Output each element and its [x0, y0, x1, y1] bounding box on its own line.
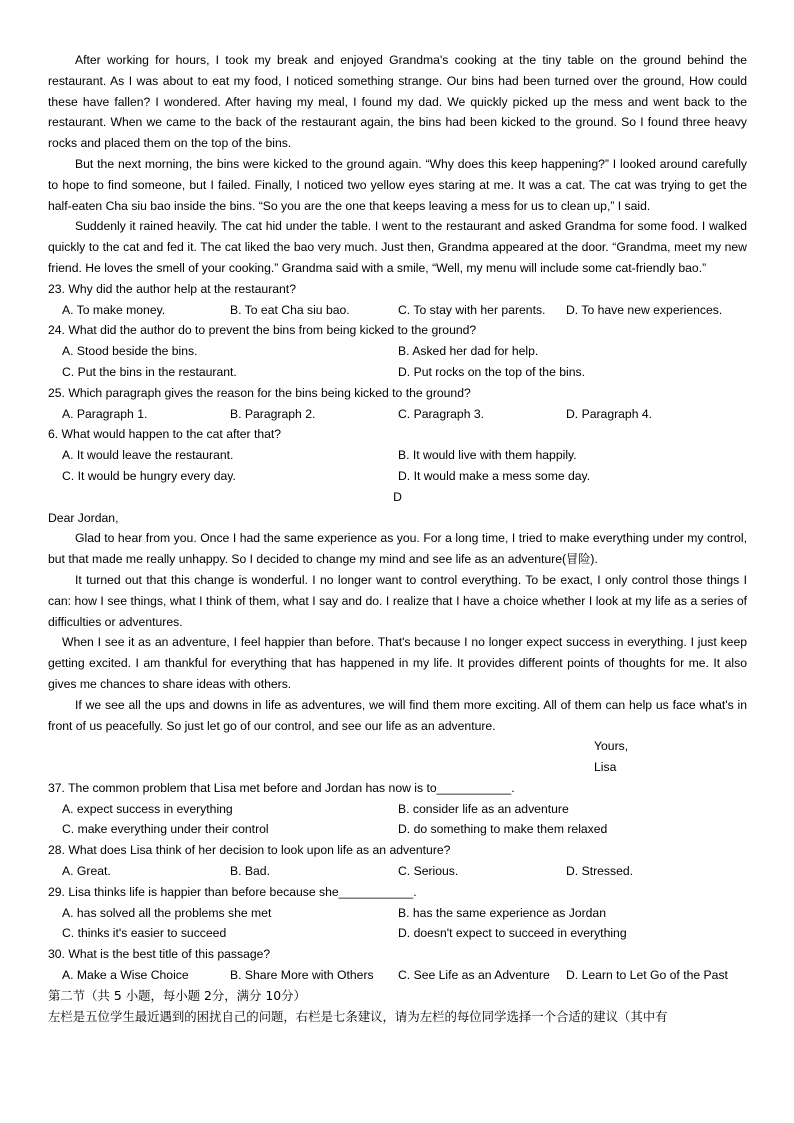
- question-26-option-a: A. It would leave the restaurant.: [62, 448, 234, 463]
- section-2-instruction: 左栏是五位学生最近遇到的困扰自己的问题，右栏是七条建议，请为左栏的每位同学选择一个合适的建议（其中有: [48, 1008, 668, 1024]
- question-26-option-d: D. It would make a mess some day.: [398, 468, 591, 483]
- question-28-option-d: D. Stressed.: [566, 864, 634, 879]
- question-37-option-a: A. expect success in everything: [62, 801, 233, 816]
- question-28-options: [48, 861, 747, 882]
- passage-c-paragraph-1: After working for hours, I took my break and enjoyed Grandma's cooking at the tiny table on the ground behind the restaurant. As I was about to eat my food, I noticed something strange. Our bins had been turned over the ground, How could these have fallen? I wondered. After having my meal, I found my dad. We quickly picked up the mess and went back to the restaurant. When we came to the back of the restaurant again, the bins had been kicked to the ground. So I found three heavy rocks and placed them on the top of the bins.: [48, 53, 747, 151]
- question-29-option-a: A. has solved all the problems she met: [62, 905, 272, 920]
- letter-signature: Lisa: [594, 760, 617, 775]
- passage-c-paragraph-3: Suddenly it rained heavily. The cat hid under the table. I went to the restaurant and asked Grandma for some food. I walked quickly to the cat and fed it. The cat liked the bao very much. Just then, Grandma appeared at the door. “Grandma, meet my new friend. He loves the smell of your cooking.” Grandma said with a smile, “Well, my menu will include some cat-friendly bao.”: [48, 219, 747, 275]
- question-37-options-row-2: [48, 819, 747, 840]
- question-25-option-c: C. Paragraph 3.: [398, 406, 485, 421]
- question-25-option-b: B. Paragraph 2.: [230, 406, 316, 421]
- question-29-option-c: C. thinks it's easier to succeed: [62, 926, 227, 941]
- question-28-option-c: C. Serious.: [398, 864, 459, 879]
- passage-c-paragraph-2: But the next morning, the bins were kicked to the ground again. “Why does this keep happening?” I looked around carefully to hope to find someone, but I failed. Finally, I noticed two yellow eyes staring at me. It was a cat. The cat was trying to get the half-eaten Cha siu bao inside the bins. “So you are the one that keeps leaving a mess for us to clean up,” I said.: [48, 156, 747, 213]
- passage-d-heading: D: [393, 489, 402, 504]
- question-24-option-a: A. Stood beside the bins.: [62, 344, 198, 359]
- passage-d-paragraph-3: When I see it as an adventure, I feel happier than before. That's because I no longer expect success in everything. I just keep getting excited. I am thankful for everything that has happened in my life. It provides different points of thoughts for me. It also gives me chances to share ideas with others.: [48, 635, 747, 691]
- question-26-options-row-2: [48, 466, 747, 487]
- section-2-title: 第二节（共 5 小题，每小题 2分，满分 10分）: [48, 987, 306, 1003]
- question-23-option-d: D. To have new experiences.: [566, 302, 723, 317]
- question-24-option-c: C. Put the bins in the restaurant.: [62, 364, 237, 379]
- question-25-stem: 25. Which paragraph gives the reason for the bins being kicked to the ground?: [48, 385, 471, 400]
- question-28-option-b: B. Bad.: [230, 864, 270, 879]
- question-37-stem: 37. The common problem that Lisa met before and Jordan has now is to___________.: [48, 780, 515, 795]
- question-24-option-b: B. Asked her dad for help.: [398, 344, 539, 359]
- question-30-option-a: A. Make a Wise Choice: [62, 968, 189, 983]
- question-29-option-d: D. doesn't expect to succeed in everything: [398, 926, 627, 941]
- question-26-option-c: C. It would be hungry every day.: [62, 468, 236, 483]
- question-25-options: [48, 404, 747, 425]
- question-29-options-row-2: [48, 923, 747, 944]
- passage-d-paragraph-1: Glad to hear from you. Once I had the same experience as you. For a long time, I tried to make everything under my control, but that made me really unhappy. So I decided to change my mind and see life as an adventure(冒险).: [48, 531, 747, 567]
- question-23-stem: 23. Why did the author help at the restaurant?: [48, 281, 296, 296]
- question-25-option-a: A. Paragraph 1.: [62, 406, 148, 421]
- question-24-stem: 24. What did the author do to prevent the bins from being kicked to the ground?: [48, 323, 477, 338]
- letter-closing: Yours,: [594, 739, 629, 754]
- question-26-stem: 6. What would happen to the cat after that?: [48, 427, 282, 442]
- question-24-options-row-1: [48, 341, 747, 362]
- passage-d-paragraph-4: If we see all the ups and downs in life as adventures, we will find them more exciting. All of them can help us face what's in front of us peacefully. So just let go of our control, and see our life as an adventure.: [48, 697, 747, 733]
- question-30-option-c: C. See Life as an Adventure: [398, 968, 550, 983]
- question-24-options-row-2: [48, 362, 747, 383]
- question-26-option-b: B. It would live with them happily.: [398, 448, 577, 463]
- question-23-option-b: B. To eat Cha siu bao.: [230, 302, 350, 317]
- question-30-option-d: D. Learn to Let Go of the Past: [566, 968, 728, 983]
- question-23-option-c: C. To stay with her parents.: [398, 302, 546, 317]
- question-29-stem: 29. Lisa thinks life is happier than before because she___________.: [48, 884, 417, 899]
- exam-page: [48, 50, 747, 1027]
- question-24-option-d: D. Put rocks on the top of the bins.: [398, 364, 585, 379]
- question-37-option-c: C. make everything under their control: [62, 822, 269, 837]
- question-37-options-row-1: [48, 799, 747, 820]
- question-26-options-row-1: [48, 445, 747, 466]
- question-23-options: [48, 300, 747, 321]
- question-37-option-b: B. consider life as an adventure: [398, 801, 569, 816]
- question-29-options-row-1: [48, 903, 747, 924]
- question-28-option-a: A. Great.: [62, 864, 111, 879]
- letter-salutation: Dear Jordan,: [48, 510, 119, 525]
- question-30-option-b: B. Share More with Others: [230, 968, 374, 983]
- question-37-option-d: D. do something to make them relaxed: [398, 822, 608, 837]
- passage-d-paragraph-2: It turned out that this change is wonderful. I no longer want to control everything. To be exact, I only control those things I can: how I see things, what I think of them, what I say and do. I realize that I have a choice whether I look at my life as a series of difficulties or adventures.: [48, 572, 747, 629]
- question-30-stem: 30. What is the best title of this passage?: [48, 947, 271, 962]
- question-25-option-d: D. Paragraph 4.: [566, 406, 653, 421]
- question-30-options: [48, 965, 747, 986]
- question-28-stem: 28. What does Lisa think of her decision to look upon life as an adventure?: [48, 843, 451, 858]
- question-23-option-a: A. To make money.: [62, 302, 166, 317]
- question-29-option-b: B. has the same experience as Jordan: [398, 905, 606, 920]
